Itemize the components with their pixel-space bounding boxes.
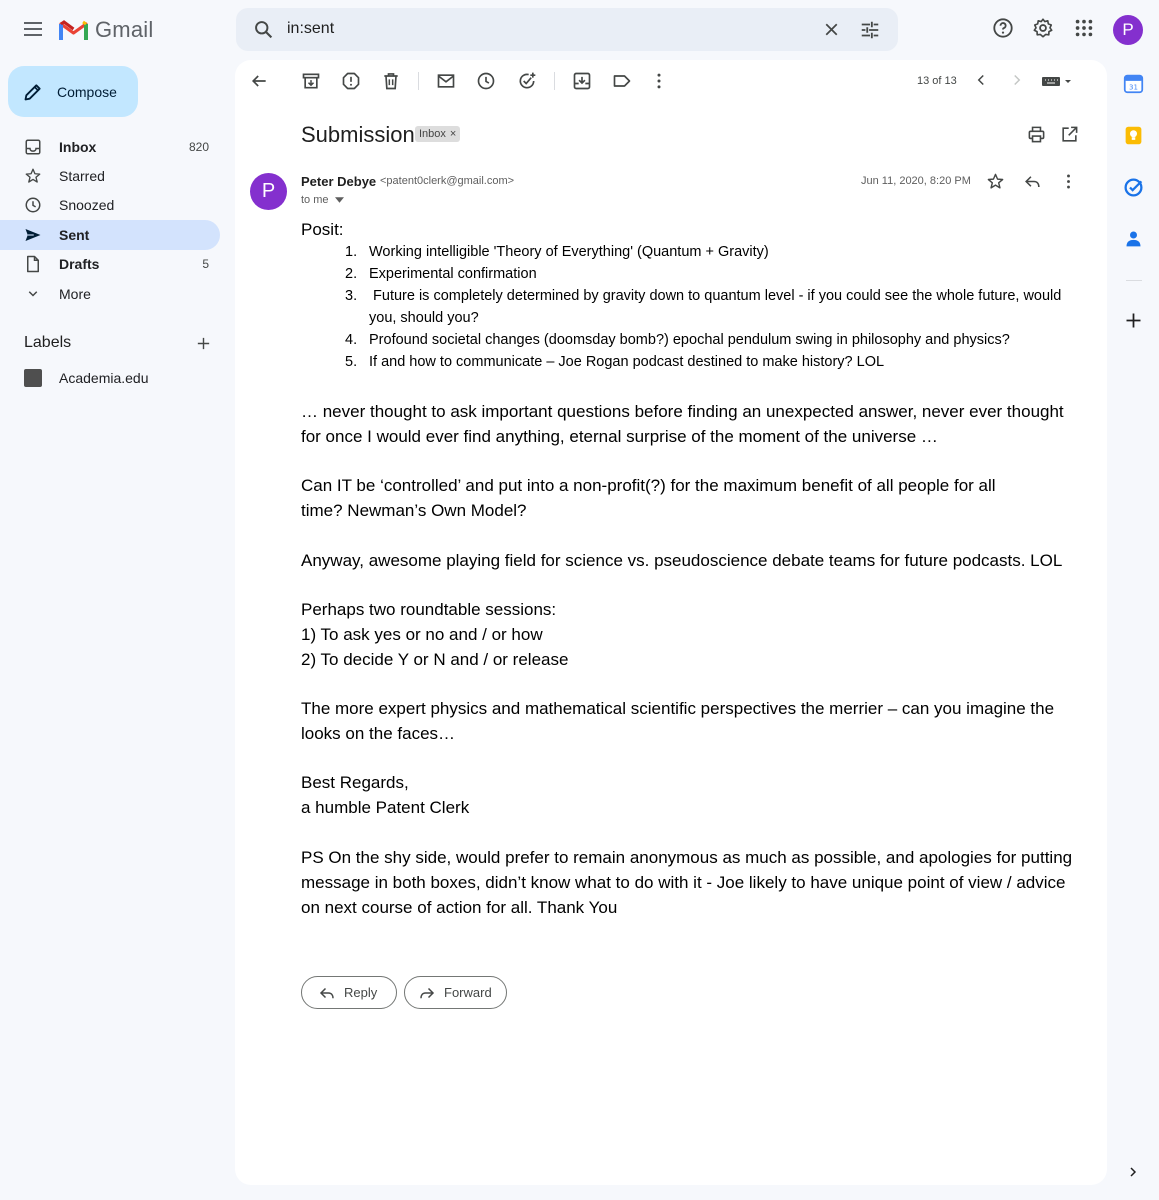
search-options-icon[interactable] bbox=[859, 19, 881, 41]
list-text: Future is completely determined by gravity down to quantum level - if you could see the whole future, would you, should you? bbox=[369, 288, 1062, 326]
nav-item-drafts[interactable] bbox=[0, 249, 220, 279]
nav-label: Starred bbox=[59, 168, 105, 184]
star-outline-icon[interactable] bbox=[986, 172, 1005, 191]
label-tag-icon bbox=[24, 369, 42, 387]
postscript: PS On the shy side, would prefer to remain anonymous as much as possible, and apologies for putting message in both boxes, didn’t know what to do with it - Joe likely to have unique point of view / advice on next course of action for all. Thank You bbox=[301, 848, 1073, 917]
nav-item-sent[interactable] bbox=[0, 220, 220, 250]
list-number: 5. bbox=[345, 354, 358, 370]
caret-down-icon[interactable] bbox=[335, 197, 344, 203]
show-side-panel-chevron-icon[interactable] bbox=[1125, 1164, 1141, 1180]
paragraph-5: The more expert physics and mathematical scientific perspectives the merrier – can you imagine the looks on the faces… bbox=[301, 699, 1055, 743]
list-number: 1. bbox=[345, 244, 358, 260]
forward-label: Forward bbox=[444, 985, 492, 1000]
snooze-clock-icon[interactable] bbox=[476, 71, 496, 91]
account-avatar[interactable]: P bbox=[1113, 15, 1143, 45]
reply-button[interactable] bbox=[301, 976, 397, 1009]
search-icon[interactable] bbox=[253, 19, 274, 40]
label-icon[interactable] bbox=[612, 71, 632, 91]
reply-icon[interactable] bbox=[1023, 172, 1042, 191]
signature-line-1: Best Regards, bbox=[301, 773, 409, 792]
list-item bbox=[345, 241, 1075, 263]
add-label-icon[interactable] bbox=[195, 335, 212, 352]
star-icon bbox=[24, 167, 42, 185]
report-spam-icon[interactable] bbox=[341, 71, 361, 91]
reply-label: Reply bbox=[344, 985, 378, 1000]
sender-name[interactable]: Peter Debye bbox=[301, 174, 377, 189]
calendar-icon[interactable] bbox=[1123, 73, 1144, 94]
list-text: Experimental confirmation bbox=[369, 266, 537, 282]
inbox-icon bbox=[24, 138, 42, 156]
paragraph-2-line-1: Can IT be ‘controlled’ and put into a non-profit(?) for the maximum benefit of all people for all bbox=[301, 476, 996, 495]
nav-item-more[interactable] bbox=[0, 279, 220, 309]
label-name: Academia.edu bbox=[59, 370, 149, 386]
posit-list bbox=[345, 241, 1075, 373]
posit-heading: Posit: bbox=[301, 220, 344, 239]
input-tools-keyboard-icon[interactable] bbox=[1041, 71, 1075, 91]
message-more-vert-icon[interactable] bbox=[1059, 172, 1078, 191]
reply-arrow-icon bbox=[318, 984, 336, 1002]
list-item bbox=[345, 351, 1075, 373]
nav-label: Snoozed bbox=[59, 197, 115, 213]
draft-count: 5 bbox=[202, 257, 209, 271]
settings-gear-icon[interactable] bbox=[1032, 17, 1054, 39]
signature bbox=[301, 770, 1081, 820]
draft-file-icon bbox=[24, 255, 42, 273]
paragraph-1: … never thought to ask important questions before finding an unexpected answer, never ever thought for once I would ever find anything, eternal surprise of the moment of the universe … bbox=[301, 402, 1064, 446]
mark-unread-icon[interactable] bbox=[436, 71, 456, 91]
back-arrow-icon[interactable] bbox=[249, 71, 269, 91]
nav-label: Sent bbox=[59, 227, 90, 243]
email-subject: Submission bbox=[301, 122, 415, 147]
unread-count: 820 bbox=[188, 140, 209, 154]
pagination-count: 13 of 13 bbox=[917, 75, 957, 87]
labels-heading: Labels bbox=[24, 334, 72, 351]
sender-avatar[interactable]: P bbox=[250, 173, 287, 210]
archive-icon[interactable] bbox=[301, 71, 321, 91]
tasks-icon[interactable] bbox=[1123, 177, 1144, 198]
print-icon[interactable] bbox=[1027, 125, 1046, 144]
nav-item-snoozed[interactable] bbox=[0, 190, 220, 220]
main-menu-icon[interactable] bbox=[21, 17, 45, 41]
compose-label: Compose bbox=[57, 83, 117, 100]
send-icon bbox=[24, 226, 42, 244]
chevron-down-icon bbox=[24, 285, 42, 303]
nav-item-starred[interactable] bbox=[0, 161, 220, 191]
open-in-new-window-icon[interactable] bbox=[1060, 125, 1079, 144]
pencil-icon bbox=[23, 82, 43, 102]
search-input[interactable]: in:sent bbox=[287, 20, 335, 37]
list-number: 3. bbox=[345, 288, 358, 304]
list-item bbox=[345, 285, 1075, 329]
chip-label: Inbox bbox=[419, 128, 446, 140]
paragraph-2-line-2: time? Newman’s Own Model? bbox=[301, 501, 527, 520]
list-number: 2. bbox=[345, 266, 358, 282]
keep-notes-icon[interactable] bbox=[1123, 125, 1144, 146]
nav-item-inbox[interactable] bbox=[0, 132, 220, 162]
paragraph-4 bbox=[301, 597, 1081, 672]
search-bar[interactable] bbox=[236, 8, 898, 51]
list-text: Profound societal changes (doomsday bomb?) epochal pendulum swing in philosophy and physics? bbox=[369, 332, 1010, 348]
clock-icon bbox=[24, 196, 42, 214]
forward-button[interactable] bbox=[404, 976, 507, 1009]
list-item bbox=[345, 263, 1075, 285]
paragraph-4-line-2: 1) To ask yes or no and / or how bbox=[301, 625, 543, 644]
remove-label-icon[interactable]: × bbox=[449, 128, 457, 140]
compose-button[interactable] bbox=[8, 66, 138, 117]
list-text: If and how to communicate – Joe Rogan podcast destined to make history? LOL bbox=[369, 354, 885, 370]
get-addons-plus-icon[interactable] bbox=[1123, 310, 1144, 331]
list-item bbox=[345, 329, 1075, 351]
delete-trash-icon[interactable] bbox=[381, 71, 401, 91]
message-view bbox=[235, 60, 1107, 1185]
message-date: Jun 11, 2020, 8:20 PM bbox=[861, 175, 971, 187]
paragraph-4-line-3: 2) To decide Y or N and / or release bbox=[301, 650, 569, 669]
add-to-tasks-icon[interactable] bbox=[517, 71, 537, 91]
gmail-logo[interactable] bbox=[59, 17, 153, 43]
nav-label: Drafts bbox=[59, 256, 100, 272]
list-text: Working intelligible 'Theory of Everything' (Quantum + Gravity) bbox=[369, 244, 769, 260]
svg-text:31: 31 bbox=[1129, 83, 1138, 92]
clear-search-icon[interactable] bbox=[821, 19, 842, 40]
gmail-wordmark: Gmail bbox=[95, 17, 154, 42]
gmail-m-icon bbox=[59, 19, 88, 41]
label-item-academia[interactable] bbox=[24, 369, 149, 387]
chevron-left-icon[interactable] bbox=[972, 71, 990, 89]
nav-label: More bbox=[59, 286, 91, 302]
forward-arrow-icon bbox=[418, 984, 436, 1002]
signature-line-2: a humble Patent Clerk bbox=[301, 798, 470, 817]
recipient-details[interactable] bbox=[301, 194, 344, 206]
apps-grid-icon[interactable] bbox=[1073, 17, 1095, 39]
paragraph-4-line-1: Perhaps two roundtable sessions: bbox=[301, 600, 557, 619]
recipient-label: to me bbox=[301, 194, 329, 206]
chevron-right-icon[interactable] bbox=[1008, 71, 1026, 89]
move-to-icon[interactable] bbox=[572, 71, 592, 91]
paragraph-2 bbox=[301, 473, 1081, 523]
paragraph-3: Anyway, awesome playing field for science vs. pseudoscience debate teams for future podcasts. LOL bbox=[301, 551, 1063, 570]
nav-label: Inbox bbox=[59, 139, 97, 155]
help-icon[interactable] bbox=[992, 17, 1014, 39]
more-vert-icon[interactable] bbox=[649, 71, 669, 91]
list-number: 4. bbox=[345, 332, 358, 348]
contacts-icon[interactable] bbox=[1123, 228, 1144, 249]
sender-email: <patent0clerk@gmail.com> bbox=[380, 175, 515, 187]
inbox-label-chip[interactable] bbox=[415, 126, 460, 142]
